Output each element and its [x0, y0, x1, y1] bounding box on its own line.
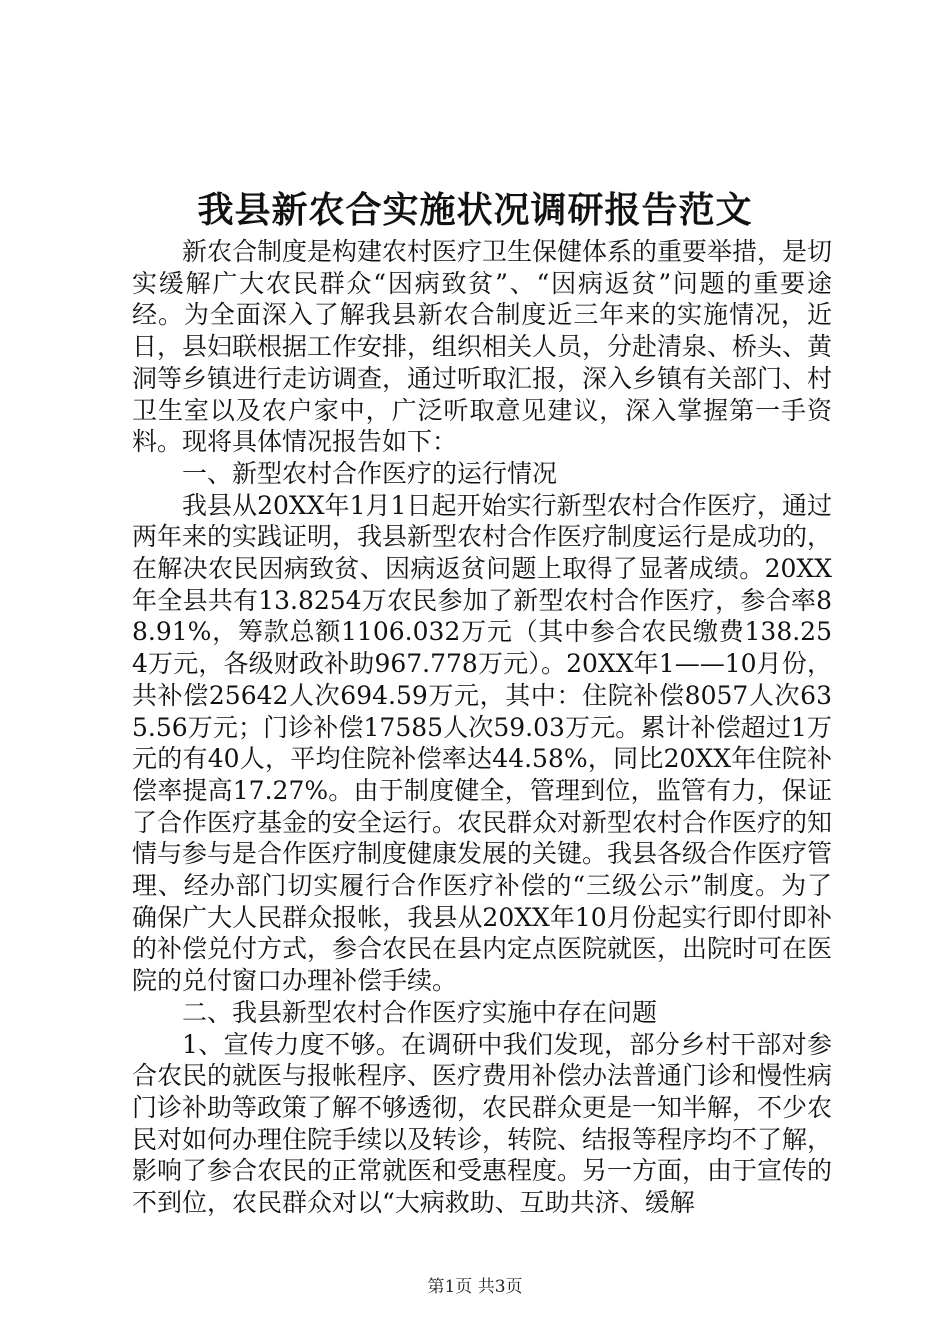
- section-heading-1: 一、新型农村合作医疗的运行情况: [182, 458, 558, 488]
- section-heading-2: 二、我县新型农村合作医疗实施中存在问题: [182, 997, 658, 1027]
- page-number-footer: 第1页 共3页: [427, 1277, 523, 1297]
- paragraph-publicity: 1、宣传力度不够。在调研中我们发现，部分乡村干部对参合农民的就医与报帐程序、医疗费用补偿办法普通门诊和慢性病门诊补助等政策了解不够透彻，农民群众更是一知半解，不少农民对如何办理住院手续以及转诊，转院、结报等程序均不了解，影响了参合农民的正常就医和受惠程度。另一方面，由于宣传的不到位，农民群众对以“大病救助、互助共济、缓解: [132, 1029, 833, 1218]
- paragraph-operation: 我县从20XX年1月1日起开始实行新型农村合作医疗，通过两年来的实践证明，我县新型农村合作医疗制度运行是成功的，在解决农民因病致贫、因病返贫问题上取得了显著成绩。20XX年全县共有13.8254万农民参加了新型农村合作医疗，参合率88.91%，筹款总额1106.032万元（其中参合农民缴费138.254万元，各级财政补助967.778万元）。20XX年1——10月份，共补偿25642人次694.59万元，其中：住院补偿8057人次635.56万元；门诊补偿17585人次59.03万元。累计补偿超过1万元的有40人，平均住院补偿率达44.58%，同比20XX年住院补偿率提高17.27%。由于制度健全，管理到位，监管有力，保证了合作医疗基金的安全运行。农民群众对新型农村合作医疗的知情与参与是合作医疗制度健康发展的关键。我县各级合作医疗管理、经办部门切实履行合作医疗补偿的“三级公示”制度。为了确保广大人民群众报帐，我县从20XX年10月份起实行即付即补的补偿兑付方式，参合农民在县内定点医院就医，出院时可在医院的兑付窗口办理补偿手续。: [132, 490, 833, 996]
- paragraph-intro: 新农合制度是构建农村医疗卫生保健体系的重要举措，是切实缓解广大农民群众“因病致贫”、“因病返贫”问题的重要途经。为全面深入了解我县新农合制度近三年来的实施情况，近日，县妇联根据工作安排，组织相关人员，分赴清泉、桥头、黄洞等乡镇进行走访调查，通过听取汇报，深入乡镇有关部门、村卫生室以及农户家中，广泛听取意见建议，深入掌握第一手资料。现将具体情况报告如下：: [132, 237, 833, 457]
- document-body: [132, 236, 832, 1219]
- document-title: 我县新农合实施状况调研报告范文: [197, 189, 753, 231]
